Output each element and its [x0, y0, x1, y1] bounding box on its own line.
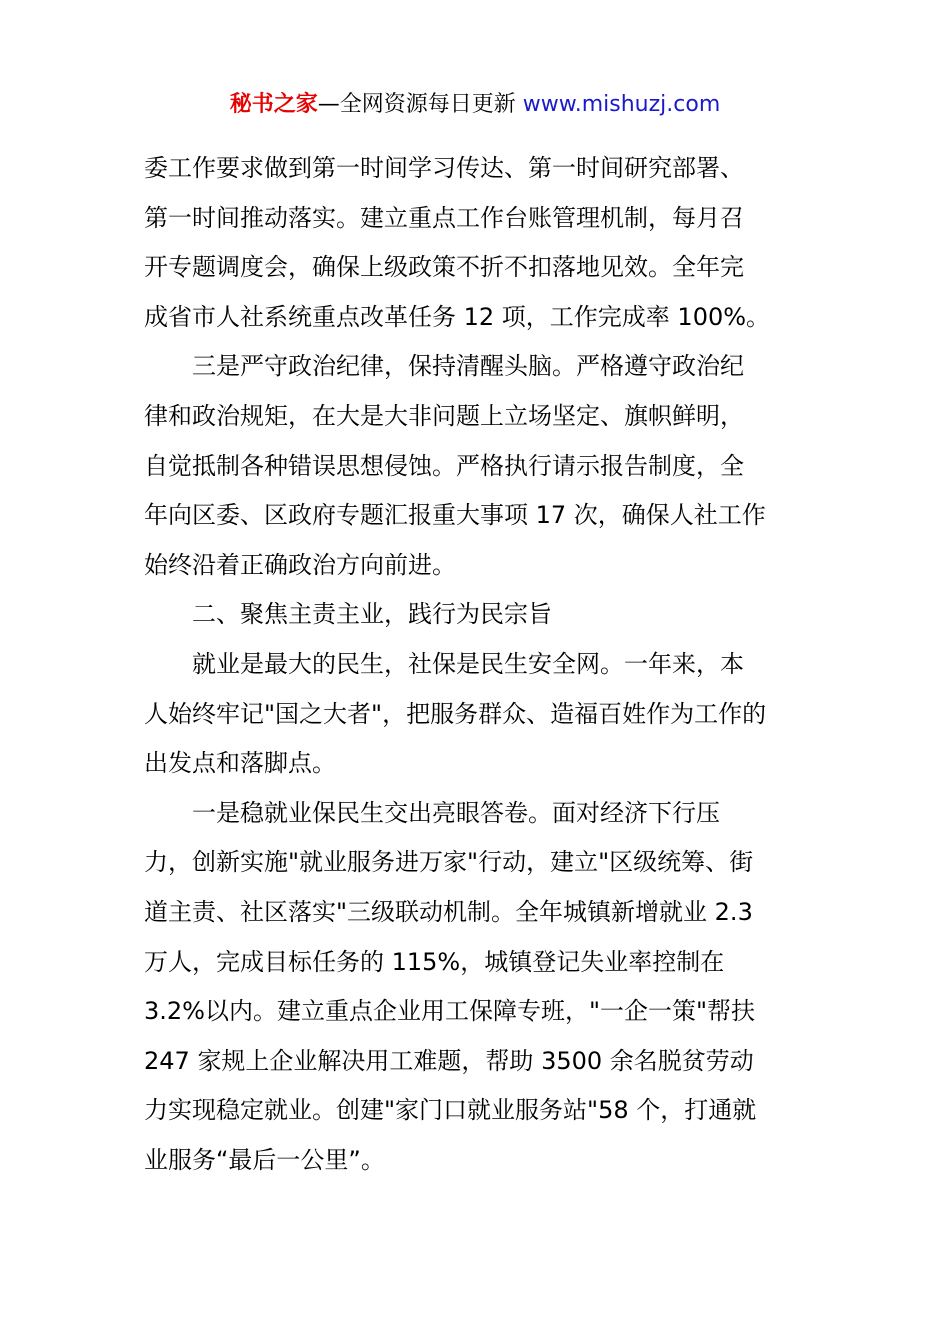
- text-line: 247 家规上企业解决用工难题，帮助 3500 余名脱贫劳动: [144, 1046, 754, 1075]
- text-line: 力，创新实施"就业服务进万家"行动，建立"区级统筹、街: [144, 848, 754, 877]
- text-line: 律和政治规矩，在大是大非问题上立场坚定、旗帜鲜明，: [144, 401, 744, 430]
- text-line: 道主责、社区落实"三级联动机制。全年城镇新增就业 2.3: [144, 897, 753, 926]
- paragraph-first-line: 就业是最大的民生，社保是民生安全网。一年来，本: [192, 649, 744, 678]
- text-line: 人始终牢记"国之大者"，把服务群众、造福百姓作为工作的: [144, 699, 767, 728]
- text-line: 3.2%以内。建立重点企业用工保障专班，"一企一策"帮扶: [144, 997, 756, 1026]
- site-url[interactable]: www.mishuzj.com: [522, 92, 721, 117]
- section-heading: 二、聚焦主责主业，践行为民宗旨: [192, 600, 552, 629]
- text-line: 开专题调度会，确保上级政策不折不扣落地见效。全年完: [144, 253, 744, 282]
- text-line: 力实现稳定就业。创建"家门口就业服务站"58 个，打通就: [144, 1096, 757, 1125]
- text-line: 业服务“最后一公里”。: [144, 1145, 385, 1174]
- paragraph-first-line: 一是稳就业保民生交出亮眼答卷。面对经济下行压: [192, 798, 720, 827]
- text-line: 始终沿着正确政治方向前进。: [144, 550, 456, 579]
- site-header: [0, 90, 950, 120]
- site-tagline: —全网资源每日更新: [317, 92, 523, 117]
- text-line: 自觉抵制各种错误思想侵蚀。严格执行请示报告制度，全: [144, 451, 744, 480]
- document-body: [144, 144, 808, 1185]
- text-line: 委工作要求做到第一时间学习传达、第一时间研究部署、: [144, 154, 744, 182]
- text-line: 第一时间推动落实。建立重点工作台账管理机制，每月召: [144, 203, 744, 232]
- text-line: 成省市人社系统重点改革任务 12 项，工作完成率 100%。: [144, 302, 771, 331]
- text-line: 出发点和落脚点。: [144, 749, 336, 778]
- brand-name: 秘书之家: [229, 92, 318, 117]
- text-line: 年向区委、区政府专题汇报重大事项 17 次，确保人社工作: [144, 501, 766, 530]
- text-line: 万人，完成目标任务的 115%，城镇登记失业率控制在: [144, 947, 725, 976]
- paragraph-first-line: 三是严守政治纪律，保持清醒头脑。严格遵守政治纪: [192, 352, 744, 381]
